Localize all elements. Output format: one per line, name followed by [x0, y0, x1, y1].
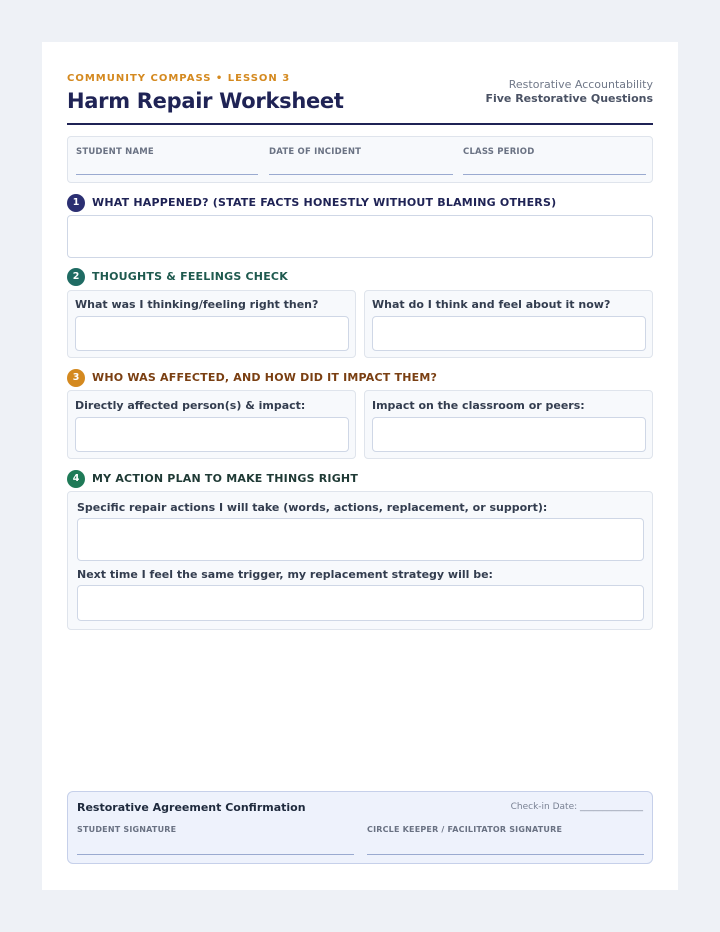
thinking-then-answer-box[interactable]	[75, 316, 349, 351]
section-2-number: 2	[67, 268, 85, 286]
facilitator-signature-label: CIRCLE KEEPER / FACILITATOR SIGNATURE	[367, 825, 563, 834]
header-subtitle: Restorative Accountability	[508, 78, 653, 91]
page-title: Harm Repair Worksheet	[67, 89, 344, 113]
class-period-field[interactable]	[463, 137, 646, 183]
classroom-impact-label: Impact on the classroom or peers:	[372, 399, 585, 412]
thinking-now-label: What do I think and feel about it now?	[372, 298, 611, 311]
thinking-then-panel	[67, 290, 356, 358]
header-subtitle-block	[485, 78, 653, 106]
thinking-now-panel	[364, 290, 653, 358]
agreement-confirmation-box	[67, 791, 653, 864]
section-4-number: 4	[67, 470, 85, 488]
date-of-incident-label: DATE OF INCIDENT	[269, 147, 362, 157]
replacement-strategy-label: Next time I feel the same trigger, my replacement strategy will be:	[77, 568, 493, 581]
affected-persons-answer-box[interactable]	[75, 417, 349, 452]
section-3-number: 3	[67, 369, 85, 387]
affected-persons-label: Directly affected person(s) & impact:	[75, 399, 306, 412]
student-info-box	[67, 136, 653, 183]
confirmation-title: Restorative Agreement Confirmation	[77, 801, 306, 814]
student-signature-line[interactable]	[77, 854, 354, 855]
student-name-line	[76, 174, 258, 175]
student-name-field[interactable]	[76, 137, 258, 183]
class-period-label: CLASS PERIOD	[463, 147, 535, 157]
action-plan-panel	[67, 491, 653, 630]
student-name-label: STUDENT NAME	[76, 147, 154, 157]
student-signature-label: STUDENT SIGNATURE	[77, 825, 177, 834]
checkin-date-field[interactable]: Check-in Date: ______________	[510, 802, 643, 812]
affected-persons-panel	[67, 390, 356, 459]
replacement-strategy-answer-box[interactable]	[77, 585, 644, 621]
header-subtitle-bold: Five Restorative Questions	[485, 92, 653, 105]
worksheet-page	[42, 42, 678, 890]
date-of-incident-line	[269, 174, 453, 175]
what-happened-answer-box[interactable]	[67, 215, 653, 258]
thinking-then-label: What was I thinking/feeling right then?	[75, 298, 319, 311]
header-rule	[67, 123, 653, 125]
section-2-title: THOUGHTS & FEELINGS CHECK	[92, 270, 288, 283]
section-3-title: WHO WAS AFFECTED, AND HOW DID IT IMPACT THEM?	[92, 371, 438, 384]
date-of-incident-field[interactable]	[269, 137, 453, 183]
section-4-title: MY ACTION PLAN TO MAKE THINGS RIGHT	[92, 472, 359, 485]
section-1-title: WHAT HAPPENED? (STATE FACTS HONESTLY WITHOUT BLAMING OTHERS)	[92, 196, 557, 209]
repair-actions-answer-box[interactable]	[77, 518, 644, 561]
class-period-line	[463, 174, 646, 175]
repair-actions-label: Specific repair actions I will take (words, actions, replacement, or support):	[77, 501, 548, 514]
facilitator-signature-line[interactable]	[367, 854, 644, 855]
lesson-kicker: COMMUNITY COMPASS • LESSON 3	[67, 73, 291, 84]
classroom-impact-panel	[364, 390, 653, 459]
thinking-now-answer-box[interactable]	[372, 316, 646, 351]
section-1-number: 1	[67, 194, 85, 212]
classroom-impact-answer-box[interactable]	[372, 417, 646, 452]
